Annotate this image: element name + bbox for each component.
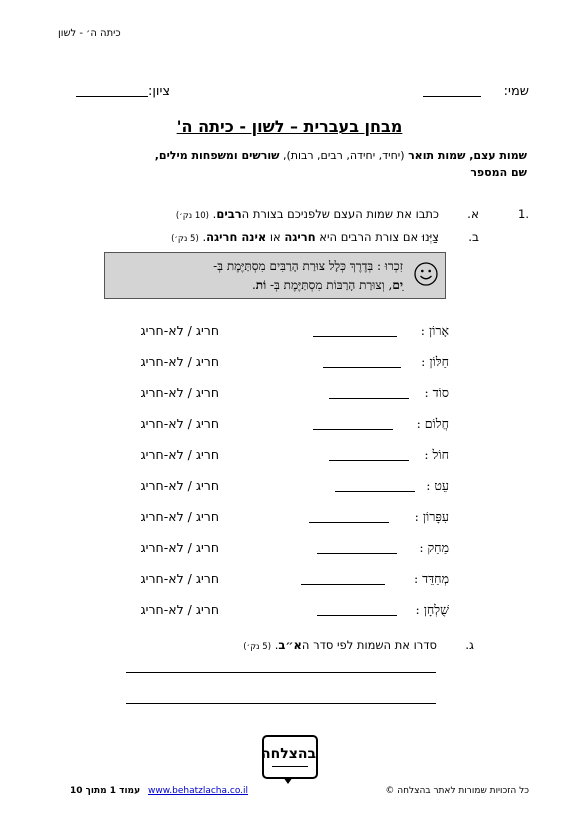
question-b-text: [171, 230, 439, 244]
question-b-bold-2: אינה חריגה: [206, 230, 267, 244]
answer-blank[interactable]: [317, 615, 397, 616]
irregular-choice[interactable]: חריג / לא-חריג: [140, 385, 219, 400]
page-title: מבחן בעברית – לשון - כיתה ה': [176, 117, 403, 136]
irregular-choice[interactable]: חריג / לא-חריג: [140, 509, 219, 524]
irregular-choice[interactable]: חריג / לא-חריג: [140, 354, 219, 369]
answer-line[interactable]: [126, 672, 436, 673]
topics-plain: (יחיד, יחידה, רבים, רבות),: [279, 149, 409, 162]
site-logo: [262, 735, 318, 779]
question-c-end: .: [274, 638, 279, 652]
question-b-pre: צַיְּנוּ אם צורת הרבים היא: [315, 230, 439, 244]
answer-blank[interactable]: [313, 336, 397, 337]
answer-blank[interactable]: [329, 460, 409, 461]
word-row: [140, 385, 449, 405]
question-a-instructions: כתבו את שמות העצם שלפניכם בצורת ה: [241, 207, 439, 221]
topics-bold-1: שמות עצם, שמות תואר: [408, 149, 527, 162]
word-label: עֵט :: [426, 478, 449, 493]
question-c-letter: ג.: [465, 638, 474, 652]
page-mid: מתוך: [85, 786, 107, 796]
answer-blank[interactable]: [323, 367, 401, 368]
logo-pointer: [283, 777, 293, 784]
page-total: 10: [70, 786, 83, 796]
word-label: אָרוֹן :: [420, 323, 449, 338]
name-field[interactable]: [423, 96, 481, 97]
question-c-points: (5 נק׳): [243, 642, 272, 652]
reminder-ending-plural-m: ִים: [392, 278, 403, 292]
answer-blank[interactable]: [335, 491, 415, 492]
question-a-bold: רבים: [216, 207, 242, 221]
question-c-bold: א״ב: [278, 638, 302, 652]
question-b-bold-1: חריגה: [284, 230, 316, 244]
word-label: סוֹד :: [424, 385, 449, 400]
word-label: מַחַק :: [419, 540, 449, 555]
question-a-letter: א.: [467, 207, 479, 221]
irregular-choice[interactable]: חריג / לא-חריג: [140, 323, 219, 338]
word-row: [140, 571, 449, 591]
answer-blank[interactable]: [301, 584, 385, 585]
name-label: שמי:: [503, 84, 529, 99]
word-row: [140, 602, 449, 622]
word-label: חֲלוֹם :: [416, 416, 449, 431]
word-row: [140, 447, 449, 467]
word-row: [140, 540, 449, 560]
irregular-choice[interactable]: חריג / לא-חריג: [140, 540, 219, 555]
question-b-letter: ב.: [468, 230, 479, 244]
reminder-box: [104, 252, 446, 299]
word-row: [140, 509, 449, 529]
word-row: [140, 478, 449, 498]
question-a-text: [176, 207, 439, 221]
grade-label: ציון:: [148, 84, 171, 99]
question-b-points: (5 נק׳): [171, 234, 199, 244]
word-label: שֻׁלְחָן :: [415, 602, 449, 617]
answer-blank[interactable]: [313, 429, 393, 430]
word-row: [140, 416, 449, 436]
word-label: מְחַדֵּד :: [413, 571, 449, 586]
answer-blank[interactable]: [309, 522, 389, 523]
answer-blank[interactable]: [329, 398, 409, 399]
answer-blank[interactable]: [317, 553, 397, 554]
question-number: 1.: [518, 207, 529, 221]
word-label: עִפָּרוֹן :: [414, 509, 449, 524]
reminder-line-1: זִכְרוּ : בְּדֶרֶךְ כְּלָל צוּרַת הָרַבִּים מִסְתַּיֶּמֶת בְּ-: [213, 259, 403, 273]
footer-copyright: כל הזכויות שמורות לאתר בהצלחה ©: [385, 786, 529, 796]
question-a-points: (10 נק׳): [175, 211, 209, 221]
word-label: חַלּוֹן :: [421, 354, 449, 369]
answer-line[interactable]: [126, 703, 436, 704]
page-prefix: עמוד: [119, 786, 141, 796]
page-current: 1: [109, 786, 117, 796]
question-c-instructions: סדרו את השמות לפי סדר ה: [301, 638, 437, 652]
footer-page-number: [70, 786, 140, 796]
footer-site-link[interactable]: www.behatzlacha.co.il: [148, 786, 249, 796]
logo-underline: [272, 766, 308, 767]
irregular-choice[interactable]: חריג / לא-חריג: [140, 447, 219, 462]
question-a-end: .: [212, 207, 217, 221]
topics-bold-3: שם המספר: [470, 166, 527, 179]
topics-bold-2: שורשים ומשפחות מילים,: [154, 149, 280, 162]
irregular-choice[interactable]: חריג / לא-חריג: [140, 602, 219, 617]
word-row: [140, 323, 449, 343]
reminder-line-2: , וְצוּרַת הָרַבּוֹת מִסְתַּיֶּמֶת בְּ-: [266, 278, 393, 292]
reminder-text: [113, 257, 403, 295]
grade-field[interactable]: [76, 96, 148, 97]
irregular-choice[interactable]: חריג / לא-חריג: [140, 571, 219, 586]
logo-text: בהצלחה: [260, 746, 316, 762]
smiley-icon: [414, 262, 438, 286]
question-b-end: .: [202, 230, 207, 244]
irregular-choice[interactable]: חריג / לא-חריג: [140, 478, 219, 493]
reminder-line-2-end: .: [251, 278, 256, 292]
irregular-choice[interactable]: חריג / לא-חריג: [140, 416, 219, 431]
word-row: [140, 354, 449, 374]
word-label: חוֹל :: [424, 447, 449, 462]
reminder-ending-plural-f: וֹת: [255, 278, 267, 292]
question-b-mid: או: [266, 230, 285, 244]
page-header-subject: כיתה ה׳ - לשון: [58, 28, 121, 39]
exam-topics: [57, 147, 527, 181]
question-c-text: [243, 638, 437, 652]
